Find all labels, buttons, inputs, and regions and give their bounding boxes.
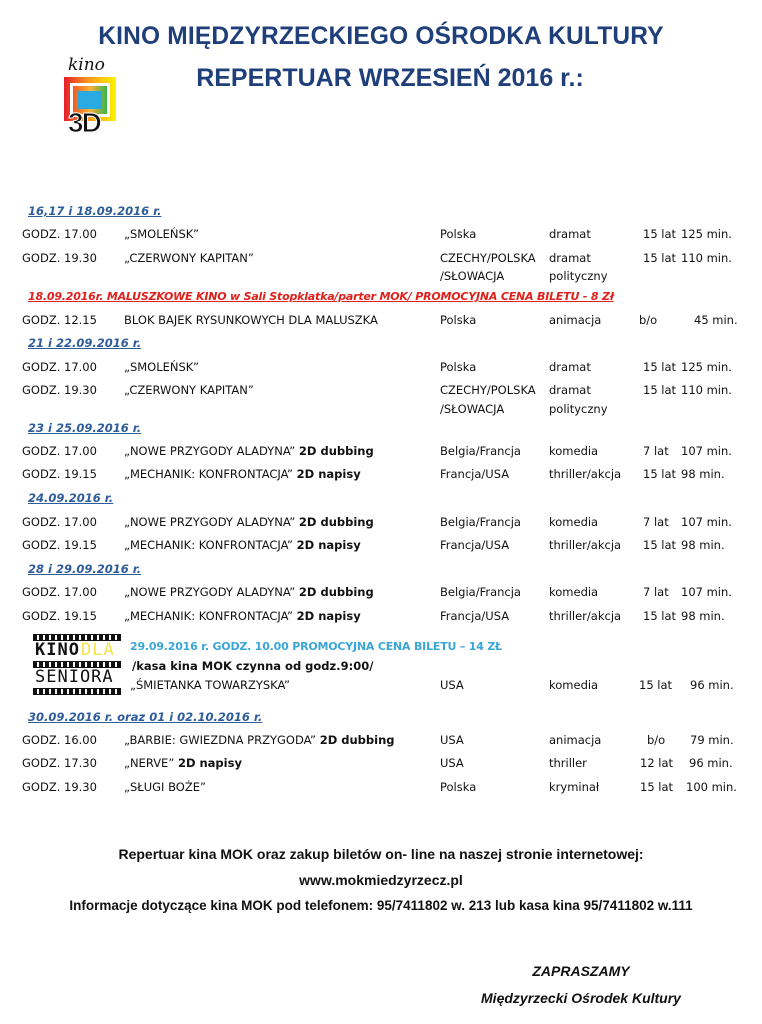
film-country-cont: /SŁOWACJA	[440, 269, 505, 283]
film-genre: thriller/akcja	[549, 467, 622, 481]
film-duration: 110 min.	[681, 383, 732, 397]
screening-time: GODZ. 17.00	[22, 585, 97, 599]
screening-time: GODZ. 17.30	[22, 756, 97, 770]
screening-row	[0, 467, 762, 485]
film-title: „SŁUGI BOŻE”	[124, 780, 206, 794]
film-format: 2D dubbing	[298, 585, 374, 599]
film-title-text: „NOWE PRZYGODY ALADYNA”	[124, 515, 299, 529]
film-duration: 98 min.	[681, 467, 725, 481]
film-age-rating: 15 lat	[643, 609, 677, 623]
film-genre: animacja	[549, 313, 602, 327]
film-country: Polska	[440, 227, 477, 241]
screening-row	[0, 733, 762, 751]
film-country: USA	[440, 756, 464, 770]
film-genre: thriller	[549, 756, 587, 770]
screening-time: GODZ. 12.15	[22, 313, 97, 327]
film-country: Francja/USA	[440, 538, 510, 552]
film-age-rating: 12 lat	[640, 756, 674, 770]
screening-row	[0, 780, 762, 798]
film-genre: komedia	[549, 585, 599, 599]
screening-time: GODZ. 17.00	[22, 227, 97, 241]
film-country: CZECHY/POLSKA	[440, 383, 536, 397]
screening-row	[0, 678, 762, 696]
section-date-heading: 28 i 29.09.2016 r.	[28, 562, 142, 576]
film-format: 2D dubbing	[298, 515, 374, 529]
logo-seniora-text: SENIORA	[35, 667, 114, 687]
section-date-heading: 24.09.2016 r.	[28, 491, 114, 505]
film-title-text: „NOWE PRZYGODY ALADYNA”	[124, 444, 299, 458]
film-title-text: „MECHANIK: KONFRONTACJA”	[124, 467, 297, 481]
screening-row	[0, 360, 762, 378]
film-duration: 98 min.	[681, 538, 725, 552]
film-title	[124, 467, 361, 481]
organizer-signature: Międzyrzecki Ośrodek Kultury	[481, 990, 681, 1006]
film-country: Francja/USA	[440, 609, 510, 623]
screening-time: GODZ. 19.30	[22, 780, 97, 794]
section-date-heading: 23 i 25.09.2016 r.	[28, 421, 142, 435]
film-duration: 107 min.	[681, 515, 732, 529]
film-title	[124, 515, 374, 529]
film-title	[124, 609, 361, 623]
senior-promo-heading: 29.09.2016 r. GODZ. 10.00 PROMOCYJNA CENA BILETU – 14 ZŁ	[130, 640, 502, 653]
section-date-heading: 21 i 22.09.2016 r.	[28, 336, 142, 350]
film-genre: thriller/akcja	[549, 538, 622, 552]
screening-time: GODZ. 17.00	[22, 515, 97, 529]
film-title	[124, 756, 242, 770]
film-title-text: „MECHANIK: KONFRONTACJA”	[124, 538, 297, 552]
screening-row	[0, 251, 762, 269]
screening-row	[0, 313, 762, 331]
film-age-rating: 15 lat	[643, 538, 677, 552]
film-country: Polska	[440, 360, 477, 374]
film-genre: kryminał	[549, 780, 600, 794]
film-format: 2D napisy	[296, 538, 361, 552]
footer-phone-info: Informacje dotyczące kina MOK pod telefonem: 95/7411802 w. 213 lub kasa kina 95/7411802 w.111	[69, 898, 693, 913]
screening-time: GODZ. 19.15	[22, 609, 97, 623]
film-age-rating: 7 lat	[643, 585, 669, 599]
film-genre-cont: polityczny	[549, 269, 608, 283]
film-duration: 79 min.	[690, 733, 734, 747]
film-age-rating: 15 lat	[643, 360, 677, 374]
screening-row	[0, 538, 762, 556]
logo-3d-text: 3D	[68, 107, 100, 138]
film-country: CZECHY/POLSKA	[440, 251, 536, 265]
page-title: KINO MIĘDZYRZECKIEGO OŚRODKA KULTURY	[98, 22, 664, 50]
logo-kino-text: KINO	[35, 640, 80, 660]
film-genre: thriller/akcja	[549, 609, 622, 623]
film-duration: 125 min.	[681, 227, 732, 241]
screening-row	[0, 383, 762, 401]
film-title	[124, 585, 374, 599]
film-age-rating: 7 lat	[643, 444, 669, 458]
film-age-rating: b/o	[647, 733, 666, 747]
film-format: 2D napisy	[296, 467, 361, 481]
screening-row	[0, 756, 762, 774]
film-duration: 96 min.	[690, 678, 734, 692]
film-age-rating: 15 lat	[640, 780, 674, 794]
film-title	[124, 444, 374, 458]
film-genre: animacja	[549, 733, 602, 747]
film-title	[124, 733, 394, 747]
screening-row	[0, 585, 762, 603]
film-country: USA	[440, 678, 464, 692]
film-duration: 110 min.	[681, 251, 732, 265]
screening-time: GODZ. 17.00	[22, 444, 97, 458]
film-genre: komedia	[549, 678, 599, 692]
film-title: „SMOLEŃSK”	[124, 227, 199, 241]
film-format: 2D napisy	[177, 756, 242, 770]
film-title: BLOK BAJEK RYSUNKOWYCH DLA MALUSZKA	[124, 313, 378, 327]
film-genre: dramat	[549, 251, 591, 265]
logo-dla-text: DLA	[81, 640, 115, 660]
screening-time: GODZ. 19.30	[22, 251, 97, 265]
film-country: Belgia/Francja	[440, 444, 521, 458]
screening-row	[0, 515, 762, 533]
screening-time: GODZ. 19.15	[22, 467, 97, 481]
film-title: „SMOLEŃSK”	[124, 360, 199, 374]
film-title-text: „NOWE PRZYGODY ALADYNA”	[124, 585, 299, 599]
film-format: 2D napisy	[296, 609, 361, 623]
film-country: Belgia/Francja	[440, 515, 521, 529]
film-country: Francja/USA	[440, 467, 510, 481]
film-age-rating: 15 lat	[643, 227, 677, 241]
film-title	[124, 538, 361, 552]
film-genre: dramat	[549, 227, 591, 241]
screening-row	[0, 609, 762, 627]
film-country-cont: /SŁOWACJA	[440, 402, 505, 416]
film-duration: 100 min.	[686, 780, 737, 794]
film-title: „ŚMIETANKA TOWARZYSKA”	[130, 678, 290, 692]
footer-website-link[interactable]: www.mokmiedzyrzecz.pl	[299, 872, 463, 888]
film-country: USA	[440, 733, 464, 747]
screening-row	[0, 444, 762, 462]
film-title-text: „NERVE”	[124, 756, 178, 770]
film-title-text: „MECHANIK: KONFRONTACJA”	[124, 609, 297, 623]
film-age-rating: 15 lat	[643, 251, 677, 265]
logo-kino-text: kino	[68, 55, 105, 75]
film-duration: 107 min.	[681, 585, 732, 599]
kino-3d-logo	[58, 55, 128, 137]
film-format: 2D dubbing	[319, 733, 395, 747]
film-title: „CZERWONY KAPITAN”	[124, 251, 254, 265]
film-country: Belgia/Francja	[440, 585, 521, 599]
film-title-text: „BARBIE: GWIEZDNA PRZYGODA”	[124, 733, 320, 747]
film-duration: 125 min.	[681, 360, 732, 374]
film-genre: dramat	[549, 360, 591, 374]
film-age-rating: 15 lat	[639, 678, 673, 692]
film-duration: 45 min.	[694, 313, 738, 327]
page-subtitle: REPERTUAR WRZESIEŃ 2016 r.:	[196, 64, 584, 92]
film-country: Polska	[440, 780, 477, 794]
film-genre-cont: polityczny	[549, 402, 608, 416]
film-title: „CZERWONY KAPITAN”	[124, 383, 254, 397]
film-duration: 98 min.	[681, 609, 725, 623]
footer-online-info: Repertuar kina MOK oraz zakup biletów on- line na naszej stronie internetowej:	[118, 846, 644, 862]
film-genre: dramat	[549, 383, 591, 397]
section-date-heading: 16,17 i 18.09.2016 r.	[28, 204, 162, 218]
film-format: 2D dubbing	[298, 444, 374, 458]
screening-row	[0, 227, 762, 245]
film-genre: komedia	[549, 515, 599, 529]
film-age-rating: 7 lat	[643, 515, 669, 529]
section-date-heading: 30.09.2016 r. oraz 01 i 02.10.2016 r.	[28, 710, 263, 724]
box-office-hours-note: /kasa kina MOK czynna od godz.9:00/	[132, 659, 374, 673]
screening-time: GODZ. 19.15	[22, 538, 97, 552]
invitation-text: ZAPRASZAMY	[532, 963, 630, 979]
film-age-rating: 15 lat	[643, 467, 677, 481]
film-age-rating: 15 lat	[643, 383, 677, 397]
screening-time: GODZ. 17.00	[22, 360, 97, 374]
screening-time: GODZ. 16.00	[22, 733, 97, 747]
screening-time: GODZ. 19.30	[22, 383, 97, 397]
film-age-rating: b/o	[639, 313, 658, 327]
maluszkowe-kino-heading: 18.09.2016r. MALUSZKOWE KINO w Sali Stopklatka/parter MOK/ PROMOCYJNA CENA BILETU - 8 Zł	[28, 290, 614, 303]
film-duration: 96 min.	[689, 756, 733, 770]
film-country: Polska	[440, 313, 477, 327]
film-genre: komedia	[549, 444, 599, 458]
film-duration: 107 min.	[681, 444, 732, 458]
